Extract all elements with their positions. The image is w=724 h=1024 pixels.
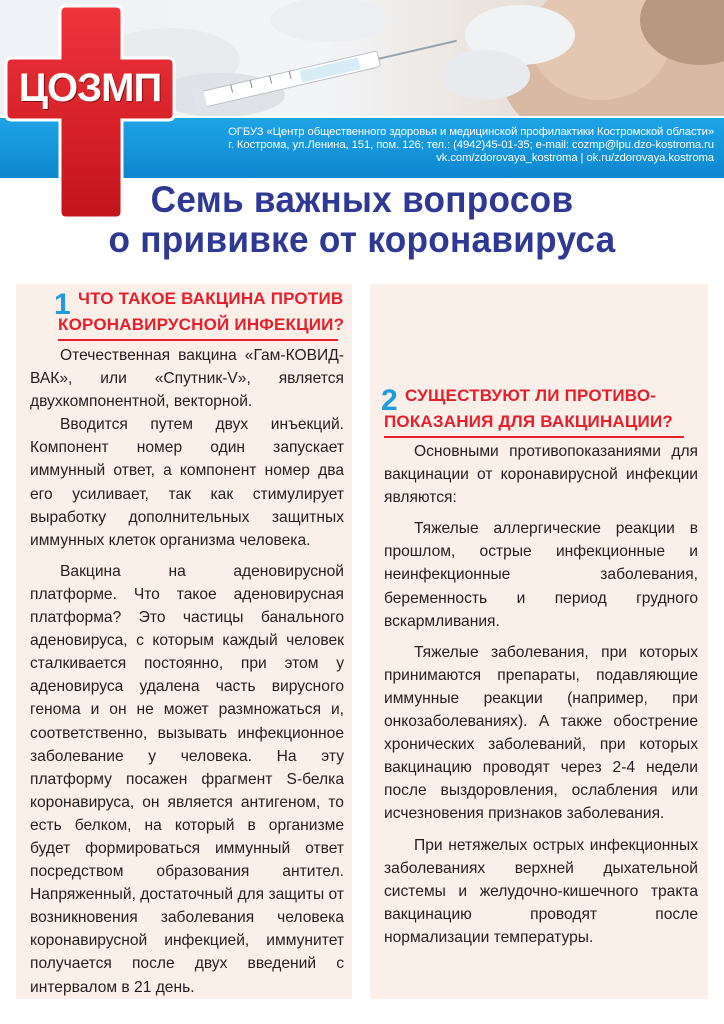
question-2-number: 2 (381, 384, 398, 417)
question-2-paragraph: При нетяжелых острых инфекционных заболеваниях верхней дыхательной системы и желудочно-кишечного тракта вакцинацию проводят после нормализации температуры. (384, 836, 698, 946)
question-2-underline (384, 436, 684, 438)
question-2-heading-line-1: СУЩЕСТВУЮТ ЛИ ПРОТИВО- (405, 386, 657, 405)
question-2-body (384, 440, 698, 949)
question-1-heading-line-1: ЧТО ТАКОЕ ВАКЦИНА ПРОТИВ (78, 289, 344, 308)
page-title (18, 180, 706, 260)
question-1-paragraph: Отечественная вакцина «Гам-КОВИД-ВАК», или «Спутник-V», является двухкомпонентной, векторной. (30, 347, 344, 411)
question-1-number: 1 (54, 288, 71, 321)
question-1-paragraph: Вводится путем двух инъекций. Компонент номер один запускает иммунный ответ, а компонент номер два его усиливает, так как стимулирует выработку дополнительных защитных иммунных клеток организма человека. (30, 416, 344, 549)
contact-lines (228, 126, 714, 165)
logo-text: ЦОЗМП (18, 66, 162, 110)
question-2-paragraph: Тяжелые заболевания, при которых принимаются препараты, подавляющие иммунные реакции (например, при онкозаболеваниях). А также обострение хронических заболеваний, при которых вакцинацию проводят через 2-4 недели после выздоровления, ослабления или исчезновения признаков заболевания. (384, 643, 698, 823)
social-links[interactable]: vk.com/zdorovaya_kostroma | ok.ru/zdorovaya.kostroma (436, 152, 714, 164)
address-contacts: г. Кострома, ул.Ленина, 151, пом. 126; тел.: (4942)45-01-35; e-mail: cozmp@lpu.dzo-kostroma.ru (228, 139, 714, 151)
question-2-heading-line-2: ПОКАЗАНИЯ ДЛЯ ВАКЦИНАЦИИ? (384, 412, 673, 431)
question-1-body (30, 344, 344, 999)
question-1-paragraph: Вакцина на аденовирусной платформе. Что такое аденовирусная платформа? Это частицы банального аденовируса, с которым каждый человек сталкивается постоянно, при этом у аденовируса удалена часть вирусного генома и он не может размножаться и, соответственно, вызывать инфекционное заболевание у человека. На эту платформу посажен фрагмент S-белка коронавируса, он является антигеном, то есть белком, на который в организме будет формироваться иммунный ответ посредством образования антител. Напряженный, достаточный для защиты от возникновения заболевания человека коронавирусной инфекцией, иммунитет получается после двух введений с интервалом в 21 день. (30, 562, 344, 996)
title-line-2: о прививке от коронавируса (108, 219, 616, 260)
question-2-paragraph: Основными противопоказаниями для вакцинации от коронавирусной инфекции являются: (384, 443, 698, 507)
question-1-underline (58, 339, 338, 341)
title-line-1: Семь важных вопросов (150, 179, 574, 220)
org-name: ОГБУЗ «Центр общественного здоровья и медицинской профилактики Костромской области» (228, 126, 714, 138)
question-1-heading-line-2: КОРОНАВИРУСНОЙ ИНФЕКЦИИ? (58, 315, 345, 334)
question-2-paragraph: Тяжелые аллергические реакции в прошлом, острые инфекционные и неинфекционные заболевания, беременность и период грудного вскармливания. (384, 520, 698, 630)
